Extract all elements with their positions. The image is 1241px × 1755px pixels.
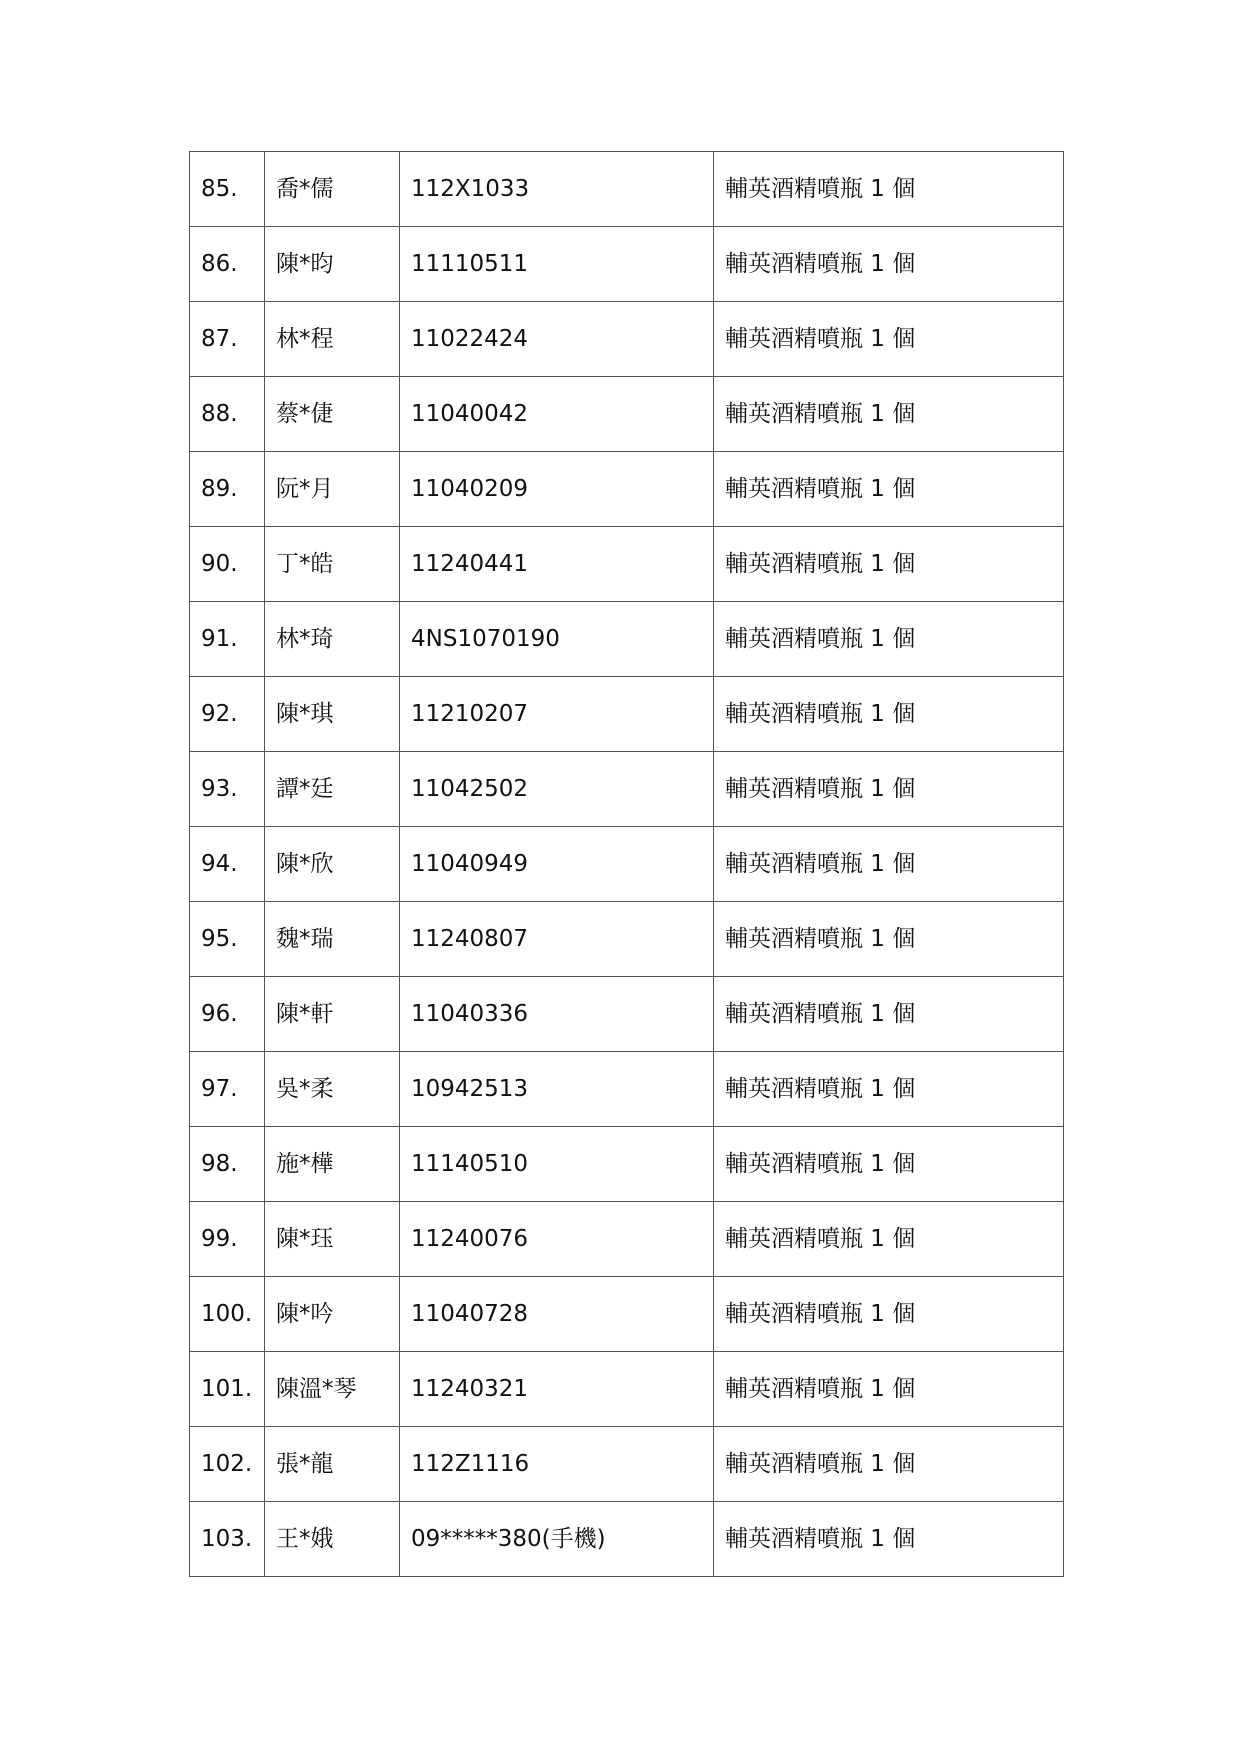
row-number: 87. (190, 302, 265, 377)
prize: 輔英酒精噴瓶 1 個 (714, 302, 1064, 377)
winner-name: 陳*珏 (265, 1202, 400, 1277)
winner-id: 11240076 (400, 1202, 714, 1277)
row-number: 98. (190, 1127, 265, 1202)
prize: 輔英酒精噴瓶 1 個 (714, 1502, 1064, 1577)
row-number: 86. (190, 227, 265, 302)
table-row (190, 452, 1064, 527)
row-number: 88. (190, 377, 265, 452)
row-number: 102. (190, 1427, 265, 1502)
row-number: 89. (190, 452, 265, 527)
winner-name: 吳*柔 (265, 1052, 400, 1127)
table-row (190, 152, 1064, 227)
row-number: 91. (190, 602, 265, 677)
row-number: 90. (190, 527, 265, 602)
winner-id: 11240321 (400, 1352, 714, 1427)
winner-name: 施*樺 (265, 1127, 400, 1202)
table-row (190, 1127, 1064, 1202)
row-number: 100. (190, 1277, 265, 1352)
prize: 輔英酒精噴瓶 1 個 (714, 602, 1064, 677)
row-number: 85. (190, 152, 265, 227)
winner-id: 11240441 (400, 527, 714, 602)
winner-id: 11240807 (400, 902, 714, 977)
winner-name: 譚*廷 (265, 752, 400, 827)
table-row (190, 1427, 1064, 1502)
row-number: 101. (190, 1352, 265, 1427)
winner-id: 11140510 (400, 1127, 714, 1202)
winner-id: 112Z1116 (400, 1427, 714, 1502)
table-row (190, 1052, 1064, 1127)
winner-name: 張*龍 (265, 1427, 400, 1502)
row-number: 95. (190, 902, 265, 977)
table-row (190, 977, 1064, 1052)
table-row (190, 602, 1064, 677)
prize: 輔英酒精噴瓶 1 個 (714, 902, 1064, 977)
winner-name: 魏*瑞 (265, 902, 400, 977)
prize: 輔英酒精噴瓶 1 個 (714, 827, 1064, 902)
prize: 輔英酒精噴瓶 1 個 (714, 1052, 1064, 1127)
row-number: 97. (190, 1052, 265, 1127)
table-row (190, 752, 1064, 827)
winner-id: 11042502 (400, 752, 714, 827)
winner-id: 4NS1070190 (400, 602, 714, 677)
table-row (190, 902, 1064, 977)
prize: 輔英酒精噴瓶 1 個 (714, 1277, 1064, 1352)
winner-name: 蔡*倢 (265, 377, 400, 452)
winner-id: 11040042 (400, 377, 714, 452)
table-row (190, 1502, 1064, 1577)
row-number: 99. (190, 1202, 265, 1277)
winner-id: 10942513 (400, 1052, 714, 1127)
row-number: 96. (190, 977, 265, 1052)
winner-name: 陳*欣 (265, 827, 400, 902)
winner-id: 11040949 (400, 827, 714, 902)
winner-name: 喬*儒 (265, 152, 400, 227)
prize: 輔英酒精噴瓶 1 個 (714, 1202, 1064, 1277)
row-number: 92. (190, 677, 265, 752)
prize: 輔英酒精噴瓶 1 個 (714, 752, 1064, 827)
table-row (190, 227, 1064, 302)
table-row (190, 827, 1064, 902)
winner-id: 11040209 (400, 452, 714, 527)
prize: 輔英酒精噴瓶 1 個 (714, 152, 1064, 227)
winner-name: 丁*皓 (265, 527, 400, 602)
winner-id: 11210207 (400, 677, 714, 752)
winner-name: 陳*軒 (265, 977, 400, 1052)
winner-id: 112X1033 (400, 152, 714, 227)
winner-id: 11040728 (400, 1277, 714, 1352)
table-row (190, 1352, 1064, 1427)
winner-name: 陳*吟 (265, 1277, 400, 1352)
table-row (190, 377, 1064, 452)
winner-name: 阮*月 (265, 452, 400, 527)
table-row (190, 1202, 1064, 1277)
winner-name: 陳*昀 (265, 227, 400, 302)
winner-id: 11040336 (400, 977, 714, 1052)
winner-name: 林*琦 (265, 602, 400, 677)
winner-name: 陳溫*琴 (265, 1352, 400, 1427)
prize: 輔英酒精噴瓶 1 個 (714, 227, 1064, 302)
table-row (190, 677, 1064, 752)
prize: 輔英酒精噴瓶 1 個 (714, 1127, 1064, 1202)
row-number: 94. (190, 827, 265, 902)
prize: 輔英酒精噴瓶 1 個 (714, 677, 1064, 752)
prize: 輔英酒精噴瓶 1 個 (714, 1352, 1064, 1427)
winner-name: 陳*琪 (265, 677, 400, 752)
winners-table (189, 151, 1064, 1577)
winners-table-body (190, 152, 1064, 1577)
table-row (190, 1277, 1064, 1352)
winner-name: 王*娥 (265, 1502, 400, 1577)
winner-id: 11022424 (400, 302, 714, 377)
table-row (190, 302, 1064, 377)
winner-name: 林*程 (265, 302, 400, 377)
prize: 輔英酒精噴瓶 1 個 (714, 452, 1064, 527)
prize: 輔英酒精噴瓶 1 個 (714, 1427, 1064, 1502)
prize: 輔英酒精噴瓶 1 個 (714, 977, 1064, 1052)
winner-id: 11110511 (400, 227, 714, 302)
prize: 輔英酒精噴瓶 1 個 (714, 377, 1064, 452)
row-number: 103. (190, 1502, 265, 1577)
row-number: 93. (190, 752, 265, 827)
winner-id: 09*****380(手機) (400, 1502, 714, 1577)
table-row (190, 527, 1064, 602)
prize: 輔英酒精噴瓶 1 個 (714, 527, 1064, 602)
